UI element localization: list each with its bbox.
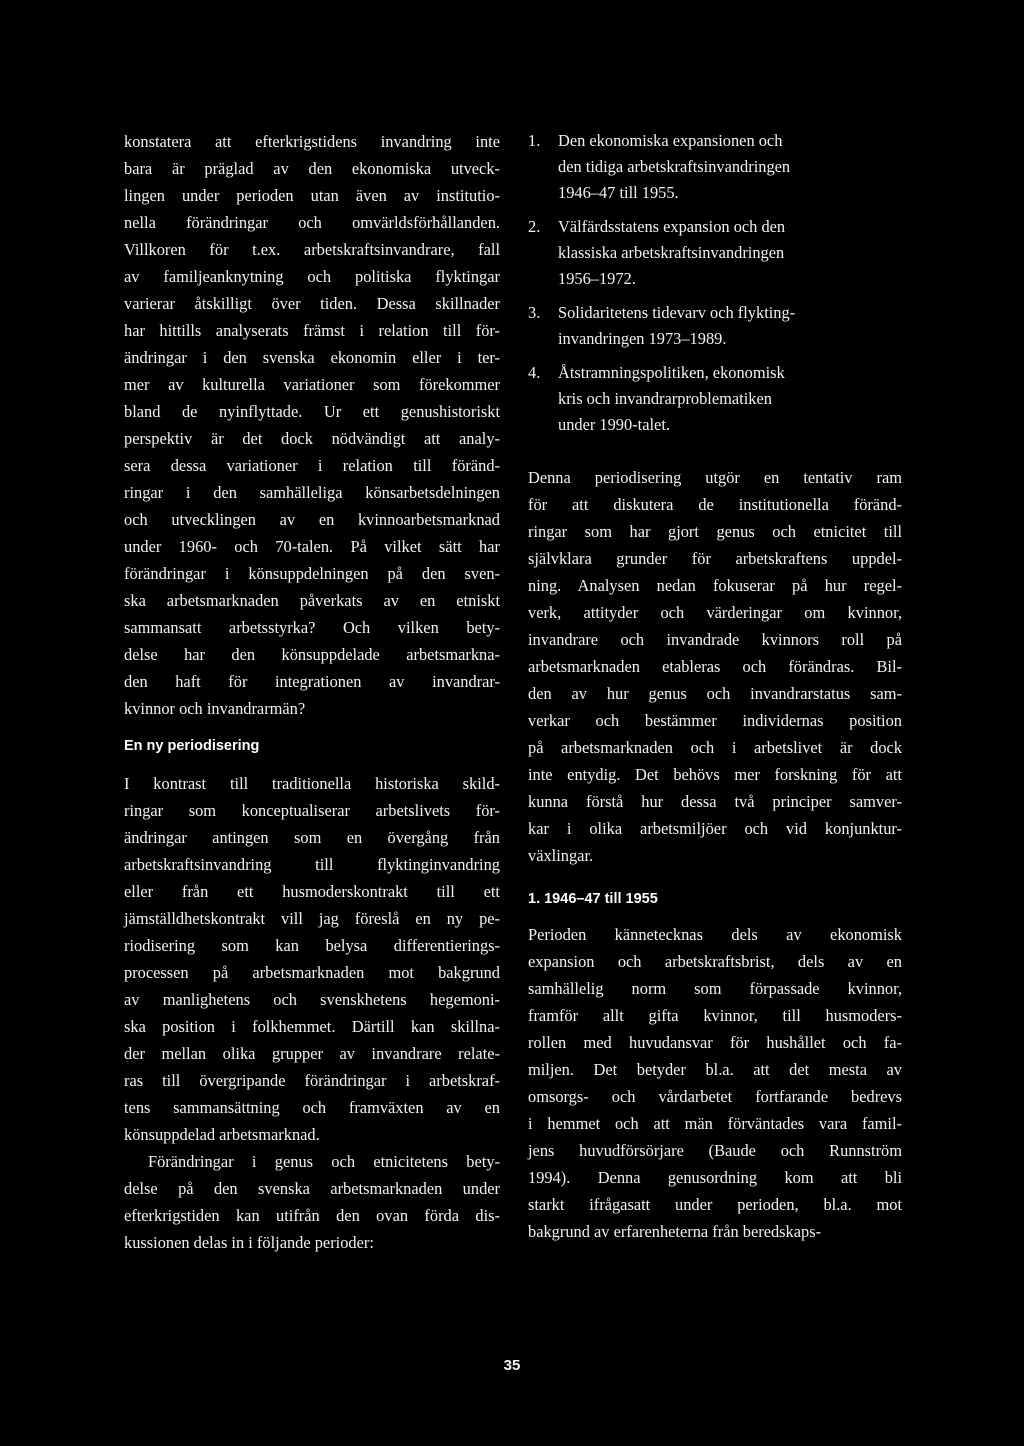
text-line: eller från ett husmoderskontrakt till ett <box>124 882 500 901</box>
period-text-line: 1946–47 till 1955. <box>558 183 679 202</box>
text-line: bakgrund av erfarenheterna från beredskaps- <box>528 1222 822 1241</box>
text-line: har hittills analyserats främst i relation till för- <box>124 321 500 340</box>
text-line: ska position i folkhemmet. Därtill kan skillna- <box>124 1017 500 1036</box>
period-text-line: klassiska arbetskraftsinvandringen <box>558 243 785 262</box>
text-line: varierar åtskilligt över tiden. Dessa skillnader <box>124 294 500 313</box>
section-heading-1946-1955: 1. 1946–47 till 1955 <box>528 891 658 907</box>
period-number: 2. <box>528 217 541 236</box>
text-line: perspektiv är det dock nödvändigt att analy- <box>124 429 500 448</box>
text-line: på arbetsmarknaden och i arbetslivet är dock <box>528 738 902 757</box>
period-text-line: Solidaritetens tidevarv och flykting- <box>558 303 796 322</box>
text-line: Perioden kännetecknas dels av ekonomisk <box>528 925 902 944</box>
text-line: delse har den könsuppdelade arbetsmarkna- <box>124 645 500 664</box>
text-line: kunna förstå hur dessa två principer samver- <box>528 792 902 811</box>
period-text-line: kris och invandrarproblematiken <box>558 389 772 408</box>
text-line: av familjeanknytning och politiska flyktingar <box>124 267 500 286</box>
text-line: bland de nyinflyttade. Ur ett genushistoriskt <box>124 402 500 421</box>
text-line: ringar som konceptualiserar arbetslivets för- <box>124 801 500 820</box>
text-line: framför allt gifta kvinnor, till husmoders- <box>528 1006 902 1025</box>
period-number: 1. <box>528 131 541 150</box>
paragraph-periodization-frame <box>528 464 902 869</box>
period-list <box>528 128 902 438</box>
text-line: ändringar antingen som en övergång från <box>124 828 500 847</box>
text-line: kvinnor och invandrarmän? <box>124 699 306 718</box>
period-item <box>528 214 902 292</box>
left-column <box>124 128 500 1256</box>
text-line: der mellan olika grupper av invandrare relate- <box>124 1044 500 1063</box>
text-line: processen på arbetsmarknaden mot bakgrund <box>124 963 500 982</box>
paragraph-contrast <box>124 770 500 1148</box>
text-line: under 1960- och 70-talen. På vilket sätt har <box>124 537 500 556</box>
text-line: av manlighetens och svenskhetens hegemoni- <box>124 990 500 1009</box>
text-line: delse på den svenska arbetsmarknaden under <box>124 1179 500 1198</box>
text-line: Förändringar i genus och etnicitetens bety- <box>148 1152 500 1171</box>
text-line: den av hur genus och invandrarstatus sam- <box>528 684 902 703</box>
text-line: ras till övergripande förändringar i arbetskraf- <box>124 1071 500 1090</box>
text-line: kussionen delas in i följande perioder: <box>124 1233 374 1252</box>
period-number: 3. <box>528 303 541 322</box>
text-line: konstatera att efterkrigstidens invandring inte <box>124 132 500 151</box>
text-line: Denna periodisering utgör en tentativ ram <box>528 468 902 487</box>
period-item <box>528 300 902 352</box>
text-line: arbetskraftsinvandring till flyktinginvandring <box>124 855 500 874</box>
paragraph-intro <box>124 128 500 722</box>
text-line: ringar i den samhälleliga könsarbetsdelningen <box>124 483 500 502</box>
text-line: Villkoren för t.ex. arbetskraftsinvandrare, fall <box>124 240 500 259</box>
right-column <box>528 128 902 1245</box>
text-line: självklara grunder för arbetskraftens uppdel- <box>528 549 902 568</box>
text-line: växlingar. <box>528 846 594 865</box>
section-heading-new-periodization: En ny periodisering <box>124 738 260 754</box>
text-line: förändringar i könsuppdelningen på den sven- <box>124 564 500 583</box>
text-line: invandrare och invandrade kvinnors roll på <box>528 630 902 649</box>
text-line: i hemmet och att män förväntades vara famil- <box>528 1114 902 1133</box>
text-line: nella förändringar och omvärldsförhållanden. <box>124 213 500 232</box>
text-line: för att diskutera de institutionella föränd- <box>528 495 902 514</box>
text-line: ringar som har gjort genus och etnicitet till <box>528 522 902 541</box>
paragraph-period-one <box>528 921 902 1245</box>
text-line: tens sammansättning och framväxten av en <box>124 1098 500 1117</box>
period-text-line: Åtstramningspolitiken, ekonomisk <box>558 363 785 382</box>
page-number: 35 <box>503 1357 521 1374</box>
text-line: den haft för integrationen av invandrar- <box>124 672 500 691</box>
text-line: lingen under perioden utan även av institutio- <box>124 186 500 205</box>
text-line: jens huvudförsörjare (Baude och Runnström <box>528 1141 902 1160</box>
period-text-line: Den ekonomiska expansionen och <box>558 131 783 150</box>
text-line: kar i olika arbetsmiljöer och vid konjunktur- <box>528 819 902 838</box>
text-line: verk, attityder och värderingar om kvinnor, <box>528 603 902 622</box>
text-line: 1994). Denna genusordning kom att bli <box>528 1168 902 1187</box>
period-item <box>528 360 902 438</box>
period-text-line: invandringen 1973–1989. <box>558 329 727 348</box>
text-line: könsuppdelad arbetsmarknad. <box>124 1125 320 1144</box>
text-line: arbetsmarknaden etableras och förändras. Bil- <box>528 657 902 676</box>
text-line: ning. Analysen nedan fokuserar på hur regel- <box>528 576 902 595</box>
period-text-line: Välfärdsstatens expansion och den <box>558 217 786 236</box>
text-line: omsorgs- och vårdarbetet fortfarande bedrevs <box>528 1087 902 1106</box>
text-line: starkt ifrågasatt under perioden, bl.a. mot <box>528 1195 902 1214</box>
text-line: rollen med huvudansvar för hushållet och fa- <box>528 1033 902 1052</box>
text-line: sera dessa variationer i relation till föränd- <box>124 456 500 475</box>
text-line: I kontrast till traditionella historiska skild- <box>124 774 500 793</box>
text-line: jämställdhetskontrakt vill jag föreslå en ny pe- <box>124 909 500 928</box>
text-line: efterkrigstiden kan utifrån den ovan förda dis- <box>124 1206 500 1225</box>
text-line: mer av kulturella variationer som förekommer <box>124 375 500 394</box>
period-text-line: 1956–1972. <box>558 269 636 288</box>
text-line: expansion och arbetskraftsbrist, dels av en <box>528 952 902 971</box>
text-line: ändringar i den svenska ekonomin eller i ter- <box>124 348 500 367</box>
text-line: verkar och bestämmer individernas position <box>528 711 902 730</box>
text-line: ska arbetsmarknaden påverkats av en etniskt <box>124 591 500 610</box>
period-item <box>528 128 902 206</box>
text-line: miljen. Det betyder bl.a. att det mesta av <box>528 1060 902 1079</box>
period-text-line: under 1990-talet. <box>558 415 670 434</box>
text-line: sammansatt arbetsstyrka? Och vilken bety- <box>124 618 500 637</box>
text-line: bara är präglad av den ekonomiska utveck- <box>124 159 500 178</box>
period-number: 4. <box>528 363 541 382</box>
period-text-line: den tidiga arbetskraftsinvandringen <box>558 157 791 176</box>
paragraph-periods-intro <box>124 1148 500 1256</box>
text-line: inte entydig. Det behövs mer forskning för att <box>528 765 902 784</box>
text-line: samhällelig norm som förpassade kvinnor, <box>528 979 902 998</box>
text-line: riodisering som kan belysa differentierings- <box>124 936 500 955</box>
text-line: och utvecklingen av en kvinnoarbetsmarknad <box>124 510 500 529</box>
